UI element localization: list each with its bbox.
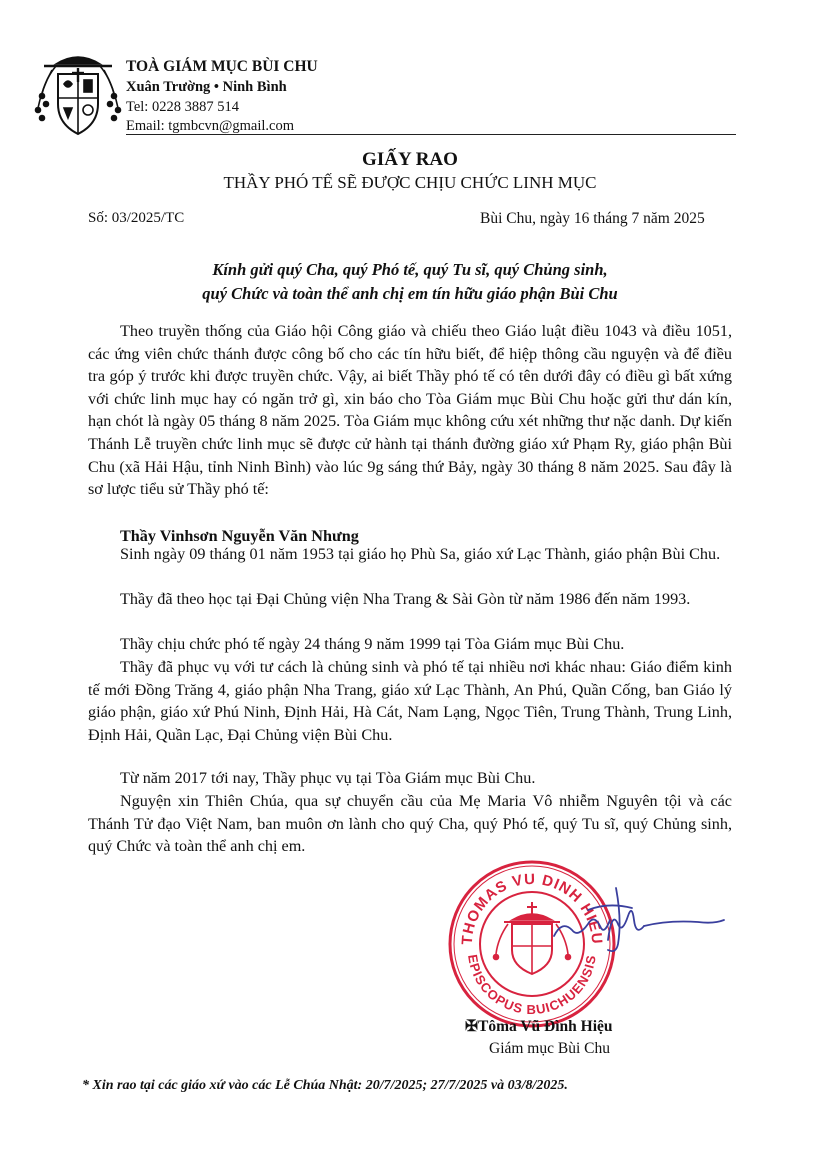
document-subtitle: THẦY PHÓ TẾ SẼ ĐƯỢC CHỊU CHỨC LINH MỤC xyxy=(223,173,597,192)
document-title: GIẤY RAO xyxy=(362,149,458,170)
diocese-coat-of-arms-logo xyxy=(34,48,122,140)
salutation-line-2: quý Chức và toàn thể anh chị em tín hữu giáo phận Bùi Chu xyxy=(202,284,618,303)
intro-paragraph: Theo truyền thống của Giáo hội Công giáo và chiếu theo Giáo luật điều 1043 và điều 1051, các ứng viên chức thánh được công bố cho các tín hữu biết, để hiệp thông cầu nguyện và để điều tra góp ý trước khi được truyền chức. Vậy, ai biết Thầy phó tế có tên dưới đây có điều gì bất xứng với chức linh mục hay có ngăn trở gì, xin báo cho Tòa Giám mục Bùi Chu hoặc gửi thư dán kín, hạn chót là ngày 05 tháng 8 năm 2025. Tòa Giám mục không cứu xét những thư nặc danh. Dự kiến Thánh Lễ truyền chức linh mục sẽ được cử hành tại thánh đường giáo xứ Phạm Ry, giáo phận Bùi Chu (xã Hải Hậu, tỉnh Ninh Bình) vào lúc 9g sáng thứ Bảy, ngày 30 tháng 8 năm 2025. Sau đây là sơ lược tiểu sử Thầy phó tế: xyxy=(88,322,732,499)
footnote: * Xin rao tại các giáo xứ vào các Lễ Chúa Nhật: 20/7/2025; 27/7/2025 và 03/8/2025. xyxy=(82,1078,568,1093)
bio-current: Từ năm 2017 tới nay, Thầy phục vụ tại Tòa Giám mục Bùi Chu. xyxy=(120,769,536,787)
organization-email: Email: tgmbcvn@gmail.com xyxy=(126,118,294,134)
bio-birth: Sinh ngày 09 tháng 01 năm 1953 tại giáo họ Phù Sa, giáo xứ Lạc Thành, giáo phận Bùi Chu. xyxy=(120,545,721,563)
salutation-line-1: Kính gửi quý Cha, quý Phó tế, quý Tu sĩ, quý Chủng sinh, xyxy=(212,260,608,279)
organization-phone: Tel: 0228 3887 514 xyxy=(126,99,239,115)
organization-address: Xuân Trường • Ninh Bình xyxy=(126,79,287,95)
bio-service: Thầy đã phục vụ với tư cách là chủng sinh và phó tế tại nhiều nơi khác nhau: Giáo điểm kinh tế mới Đồng Trăng 4, giáo phận Nha Trang, giáo xứ Lạc Thành, An Phú, Quần Cống, ban Giáo lý giáo phận, giáo xứ Phú Ninh, Định Hải, Hà Cát, Nam Lạng, Ngọc Tiên, Trung Thành, Trung Linh, Định Hải, Quần Lạc, Đại Chủng viện Bùi Chu. xyxy=(88,658,732,744)
bio-ordination: Thầy chịu chức phó tế ngày 24 tháng 9 năm 1999 tại Tòa Giám mục Bùi Chu. xyxy=(120,635,625,653)
handwritten-signature xyxy=(548,880,728,960)
document-number: Số: 03/2025/TC xyxy=(88,210,185,226)
organization-name: TOÀ GIÁM MỤC BÙI CHU xyxy=(126,58,318,75)
candidate-name: Thầy Vinhsơn Nguyễn Văn Nhưng xyxy=(120,527,359,545)
bio-study: Thầy đã theo học tại Đại Chủng viện Nha Trang & Sài Gòn từ năm 1986 đến năm 1993. xyxy=(120,590,691,608)
header-divider xyxy=(126,134,736,135)
place-date: Bùi Chu, ngày 16 tháng 7 năm 2025 xyxy=(480,210,705,227)
seal-text-bottom: EPISCOPUS BUICHUENSIS xyxy=(465,953,599,1018)
signer-title: Giám mục Bùi Chu xyxy=(489,1040,610,1057)
closing-paragraph: Nguyện xin Thiên Chúa, qua sự chuyển cầu của Mẹ Maria Vô nhiễm Nguyên tội và các Thánh Tử đạo Việt Nam, ban muôn ơn lành cho quý Cha, quý Phó tế, quý Tu sĩ, quý Chủng sinh, quý Chức và toàn thể anh chị em. xyxy=(88,792,732,856)
signer-name: ✠Tôma Vũ Đình Hiệu xyxy=(465,1018,613,1035)
seal-text-top: THOMAS VU DINH HIEU xyxy=(458,870,606,946)
